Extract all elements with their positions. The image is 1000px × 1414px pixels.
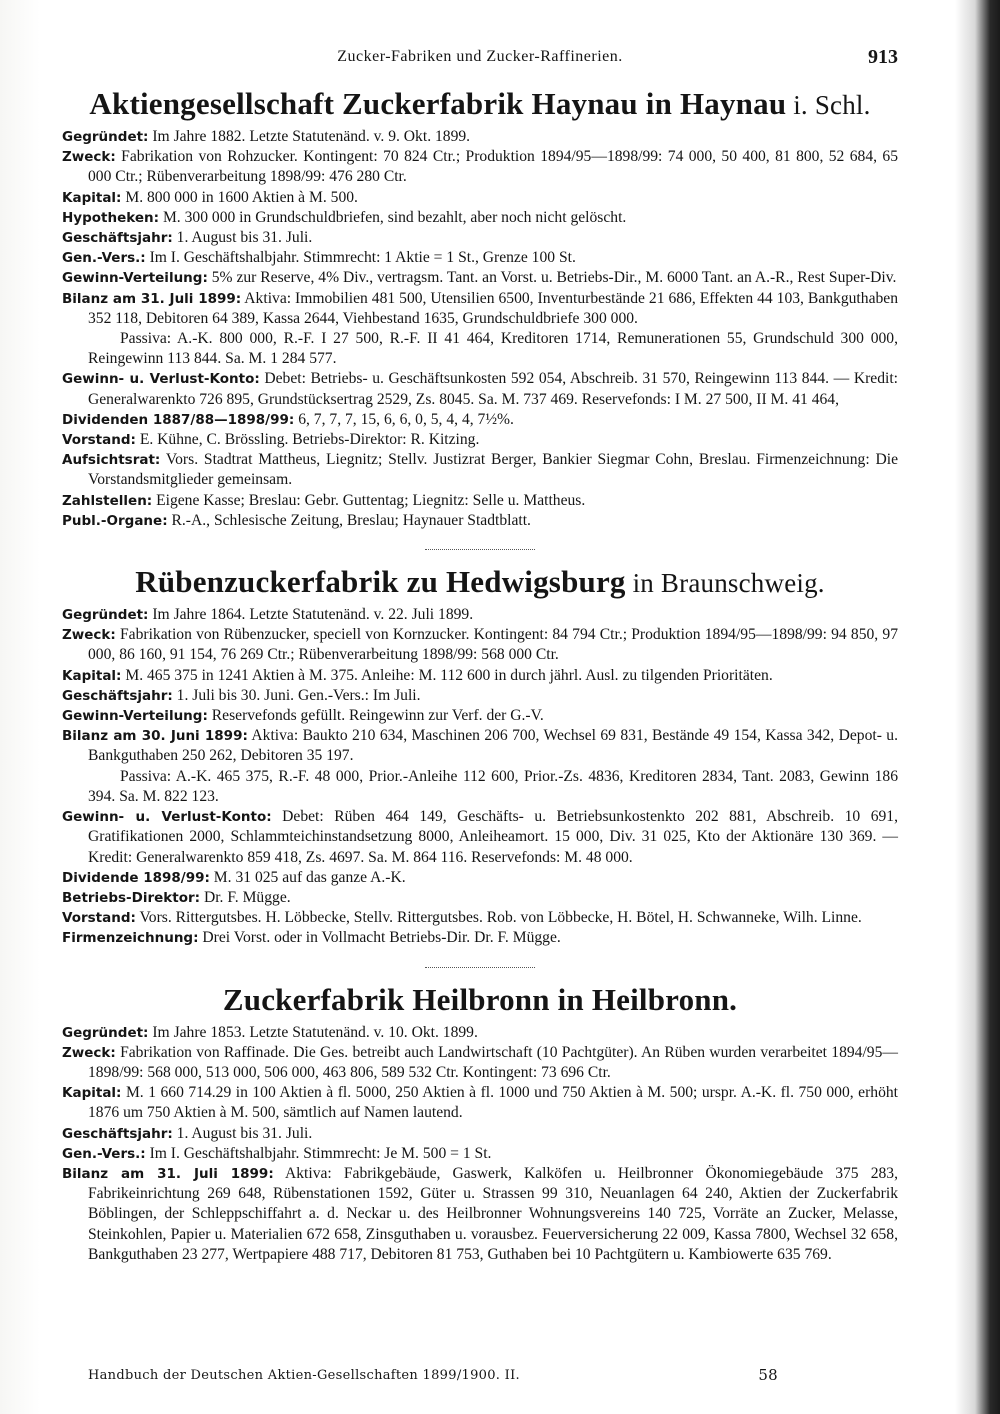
entry-paragraph [62, 686, 898, 706]
entry-paragraph [62, 706, 898, 726]
entry-text: 1. August bis 31. Juli. [172, 1124, 313, 1142]
company-title-main: Zuckerfabrik Heilbronn in Heilbronn. [222, 981, 738, 1017]
entry-text: Fabrikation von Raffinade. Die Ges. betreibt auch Landwirtschaft (10 Pachtgüter). An Rüben wurden verarbeitet 1894/95—1898/99: 568 000, 513 000, 506 000, 463 806, 589 532 Ctr. Kontingent: 73 696 Ctr. [88, 1043, 898, 1081]
entry-label: Bilanz am 31. Juli 1899: [62, 1165, 274, 1182]
entry-text: M. 300 000 in Grundschuldbriefen, sind bezahlt, aber noch nicht gelöscht. [159, 208, 627, 226]
entry-label: Zweck: [62, 1044, 116, 1061]
entry-paragraph [62, 666, 898, 686]
entry-paragraph [62, 1083, 898, 1123]
company-title [62, 564, 898, 601]
company-section [62, 564, 898, 948]
entry-text: R.-A., Schlesische Zeitung, Breslau; Haynauer Stadtblatt. [167, 511, 531, 529]
entry-text: Im Jahre 1882. Letzte Statutenänd. v. 9. Okt. 1899. [148, 128, 471, 145]
entry-paragraph [62, 188, 898, 208]
entry-text: Im I. Geschäftshalbjahr. Stimmrecht: Je M. 500 = 1 St. [145, 1144, 492, 1162]
entry-text: 6, 7, 7, 7, 15, 6, 6, 0, 5, 4, 4, 7½%. [294, 410, 514, 428]
entry-label: Geschäftsjahr: [62, 230, 173, 247]
company-list [62, 86, 898, 1265]
entry-label: Gewinn-Verteilung: [62, 708, 208, 725]
entry-label: Dividenden 1887/88—1898/99: [62, 411, 295, 428]
entry-paragraph [62, 248, 898, 268]
company-section [62, 982, 898, 1265]
entry-text: 5% zur Reserve, 4% Div., vertragsm. Tant. an Vorst. u. Betriebs-Dir., M. 6000 Tant. an A.-R., Rest Super-Div. [207, 269, 897, 287]
entry-label: Kapital: [62, 1085, 122, 1102]
entry-text: E. Kühne, C. Brössling. Betriebs-Direktor: R. Kitzing. [135, 431, 480, 449]
entry-label: Gegründet: [62, 129, 149, 145]
section-separator [425, 549, 535, 550]
entry-text: Aktiva: Fabrikgebäude, Gaswerk, Kalköfen u. Heilbronner Ökonomiegebäude 375 283, Fabrikeinrichtung 269 648, Rübenstationen 1592, Güter u. Strassen 99 310, Neuanlagen 64 240, Aktien der Zuckerfabrik Böblingen, der Schleppschiffahrt a. d. Neckar u. des Heilbronner Wohnungsvereins 140 725, Vorräte an Zucker, Melasse, Steinkohlen, Papier u. Materialien 672 658, Zinsguthaben u. vorausbez. Feuerversicherung 22 009, Kassa 7800, Wechsel 32 658, Bankguthaben 23 277, Wertpapiere 488 717, Debitoren 81 753, Guthaben bei 10 Pachtgütern u. Kambiowerte 635 769. [88, 1164, 899, 1263]
entry-text: 1. August bis 31. Juli. [172, 229, 313, 247]
entry-label: Gen.-Vers.: [62, 1145, 146, 1162]
entry-continuation [62, 329, 898, 369]
entry-paragraph [62, 605, 898, 625]
company-title [62, 86, 898, 123]
entry-paragraph [62, 147, 898, 187]
entry-paragraph [62, 888, 898, 908]
entry-paragraph [62, 491, 898, 511]
entry-text: M. 1 660 714.29 in 100 Aktien à fl. 5000, 250 Aktien à fl. 1000 und 750 Aktien à M. 500; urspr. A.-K. fl. 750 000, erhöht 1876 um 750 Aktien à M. 500, sämtlich auf Namen lautend. [88, 1084, 898, 1122]
entry-label: Gewinn-Verteilung: [62, 270, 208, 287]
entry-paragraph [62, 625, 898, 665]
entry-label: Geschäftsjahr: [62, 687, 173, 704]
signature-mark: 58 [758, 1366, 778, 1384]
entry-text: Passiva: A.-K. 800 000, R.-F. I 27 500, R.-F. II 41 464, Kreditoren 1714, Remunerationen 55, Grundschuld 300 000, Reingewinn 113 844. Sa. M. 1 284 577. [88, 330, 898, 368]
entry-text: 1. Juli bis 30. Juni. Gen.-Vers.: Im Juli. [172, 686, 421, 704]
entry-label: Gewinn- u. Verlust-Konto: [62, 371, 260, 388]
entry-text: Vors. Stadtrat Mattheus, Liegnitz; Stellv. Justizrat Berger, Bankier Siegmar Cohn, Breslau. Firmenzeichnung: Die Vorstandsmitglieder gemeinsam. [88, 451, 898, 489]
entry-label: Firmenzeichnung: [62, 930, 199, 947]
entry-paragraph [62, 268, 898, 288]
entry-label: Gegründet: [62, 607, 149, 624]
entry-text: Passiva: A.-K. 465 375, R.-F. 48 000, Prior.-Anleihe 112 600, Prior.-Zs. 4836, Kreditoren 2834, Tant. 2083, Gewinn 186 394. Sa. M. 822 123. [88, 767, 898, 805]
entry-text: Eigene Kasse; Breslau: Gebr. Guttentag; Liegnitz: Selle u. Mattheus. [152, 491, 586, 509]
entry-label: Zweck: [62, 627, 116, 644]
footer-text: Handbuch der Deutschen Aktien-Gesellschaften 1899/1900. II. [88, 1368, 520, 1383]
entry-paragraph [62, 807, 898, 868]
company-title-main: Aktiengesellschaft Zuckerfabrik Haynau in Haynau [89, 86, 787, 121]
entry-text: M. 465 375 in 1241 Aktien à M. 375. Anleihe: M. 112 600 in durch jährl. Ausl. zu tilgenden Prioritäten. [121, 666, 773, 684]
company-title [62, 982, 898, 1019]
entry-label: Geschäftsjahr: [62, 1125, 173, 1142]
entry-label: Bilanz am 31. Juli 1899: [62, 290, 242, 307]
entry-paragraph [62, 228, 898, 248]
entry-label: Gegründet: [62, 1024, 149, 1041]
entry-text: M. 31 025 auf das ganze A.-K. [209, 868, 406, 886]
entry-paragraph [62, 450, 898, 490]
entry-label: Gen.-Vers.: [62, 250, 146, 267]
entry-paragraph [62, 369, 898, 409]
entry-text: Aktiva: Immobilien 481 500, Utensilien 6500, Inventurbestände 21 686, Effekten 44 103, Bankguthaben 352 118, Debitoren 64 389, Kassa 2644, Viehbestand 1635, Grundschuldbriefe 300 000. [88, 289, 899, 327]
company-title-location: in Braunschweig. [625, 568, 825, 599]
company-title-main: Rübenzuckerfabrik zu Hedwigsburg [135, 564, 626, 600]
entry-paragraph [62, 1043, 898, 1083]
entry-paragraph [62, 1023, 898, 1043]
company-section [62, 86, 898, 531]
entry-text: Aktiva: Baukto 210 634, Maschinen 206 700, Wechsel 69 831, Bestände 49 154, Kassa 342, Depot- u. Bankguthaben 250 262, Debitoren 35 197. [88, 727, 898, 765]
page-footer [88, 1368, 778, 1383]
entry-label: Dividende 1898/99: [62, 869, 210, 886]
entry-label: Vorstand: [62, 432, 136, 449]
entry-text: Fabrikation von Rohzucker. Kontingent: 70 824 Ctr.; Produktion 1894/95—1898/99: 74 000, 50 400, 81 800, 52 684, 65 000 Ctr.; Rübenverarbeitung 1898/99: 476 280 Ctr. [88, 148, 898, 186]
entry-text: Fabrikation von Rübenzucker, speciell von Kornzucker. Kontingent: 84 794 Ctr.; Produktion 1894/95—1898/99: 94 850, 97 000, 86 160, 91 154, 76 269 Ctr.; Rübenverarbeitung 1898/99: 568 000 Ctr. [88, 626, 898, 664]
entry-text: Drei Vorst. oder in Vollmacht Betriebs-Dir. Dr. F. Mügge. [198, 929, 561, 947]
entry-continuation [62, 767, 898, 807]
entry-label: Kapital: [62, 189, 122, 206]
entry-label: Betriebs-Direktor: [62, 889, 201, 906]
entry-label: Hypotheken: [62, 209, 160, 226]
entry-text: Debet: Rüben 464 149, Geschäfts- u. Betriebsunkostenkto 202 881, Abschreib. 10 691, Gratifikationen 2000, Schlammteichinstandsetzung 8000, Anleiheamort. 15 000, Div. 31 025, Kto der Aktionäre 130 369. — Kredit: Generalwarenkto 859 418, Zs. 4697. Sa. M. 864 116. Reservefonds: M. 48 000. [88, 808, 899, 866]
entry-text: Vors. Rittergutsbes. H. Löbbecke, Stellv. Rittergutsbes. Rob. von Löbbecke, H. Bötel, H. Schwanneke, Wilh. Linne. [135, 909, 862, 927]
entry-label: Publ.-Organe: [62, 512, 168, 529]
entry-text: Dr. F. Mügge. [200, 888, 291, 906]
entry-paragraph [62, 868, 898, 888]
entry-label: Zweck: [62, 149, 116, 166]
running-title: Zucker-Fabriken und Zucker-Raffinerien. [337, 48, 623, 65]
entry-paragraph [62, 127, 898, 147]
entry-paragraph [62, 410, 898, 430]
entry-paragraph [62, 1164, 898, 1265]
entry-paragraph [62, 726, 898, 766]
entry-text: Reservefonds gefüllt. Reingewinn zur Verf. der G.-V. [207, 707, 544, 725]
entry-label: Bilanz am 30. Juni 1899: [62, 728, 248, 745]
entry-label: Kapital: [62, 667, 122, 684]
entry-label: Aufsichtsrat: [62, 452, 161, 469]
page-content [62, 44, 898, 1283]
entry-paragraph [62, 908, 898, 928]
entry-label: Vorstand: [62, 910, 136, 927]
entry-text: Debet: Betriebs- u. Geschäftsunkosten 592 054, Abschreib. 31 570, Reingewinn 113 844. — Kredit: Generalwarenkto 726 895, Grundstücksertrag 2529, Zs. 8045. Sa. M. 737 469. Reservefonds: I M. 27 500, II M. 41 464, [88, 370, 899, 408]
running-head [62, 44, 898, 74]
entry-label: Gewinn- u. Verlust-Konto: [62, 809, 272, 826]
entry-paragraph [62, 511, 898, 531]
section-separator [425, 967, 535, 968]
company-title-location: i. Schl. [786, 90, 871, 120]
entry-text: Im I. Geschäftshalbjahr. Stimmrecht: 1 Aktie = 1 St., Grenze 100 St. [145, 249, 576, 267]
entry-paragraph [62, 289, 898, 329]
entry-text: Im Jahre 1853. Letzte Statutenänd. v. 10. Okt. 1899. [148, 1023, 478, 1041]
entry-label: Zahlstellen: [62, 492, 153, 509]
entry-paragraph [62, 1124, 898, 1144]
entry-paragraph [62, 928, 898, 948]
page-number: 913 [868, 46, 898, 68]
entry-paragraph [62, 208, 898, 228]
entry-paragraph [62, 430, 898, 450]
entry-paragraph [62, 1144, 898, 1164]
entry-text: M. 800 000 in 1600 Aktien à M. 500. [121, 188, 358, 206]
entry-text: Im Jahre 1864. Letzte Statutenänd. v. 22. Juli 1899. [148, 606, 474, 624]
